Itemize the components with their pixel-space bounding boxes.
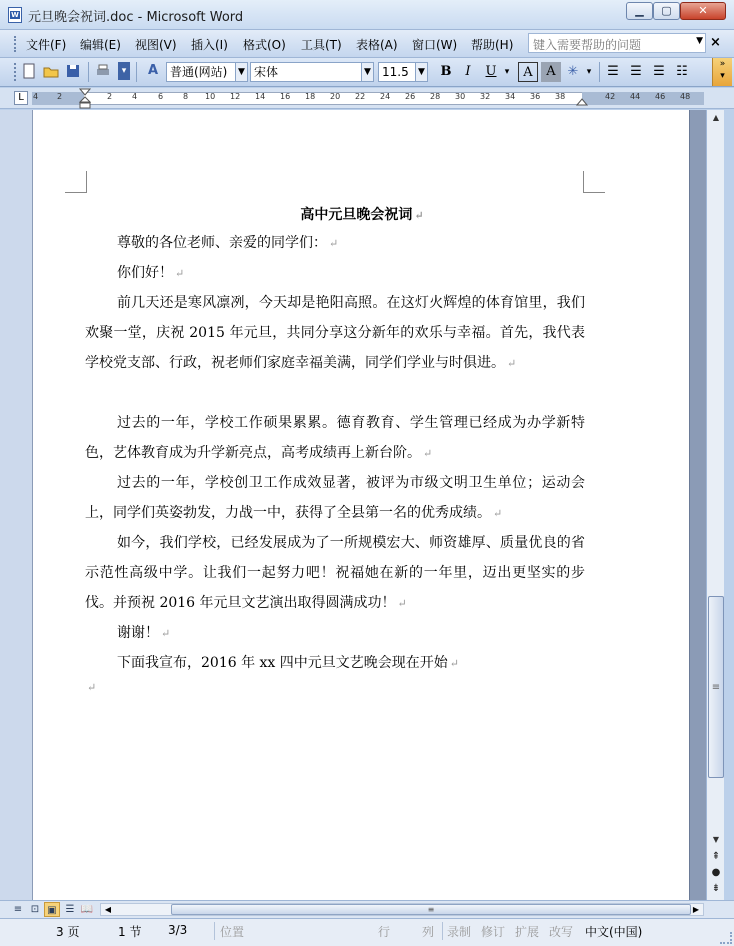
horizontal-scroll-thumb[interactable] [171,904,691,915]
paragraph[interactable] [85,228,585,259]
paragraph-text: 前几天还是寒风凛冽，今天却是艳阳高照。在这灯火辉煌的体育馆里，我们欢聚一堂，庆祝 2015 年元旦，共同分享这分新年的欢乐与幸福。首先，我代表学校党支部、行政，祝老师们家庭幸福美满，同学们学业与时俱进。 [85,295,585,371]
chevron-down-icon[interactable]: ▼ [361,63,373,81]
paragraph-mark: ↵ [175,267,185,280]
resize-grip[interactable] [720,932,732,944]
crop-mark [583,171,605,193]
paragraph-mark: ↵ [161,627,171,640]
style-select[interactable] [166,62,248,82]
toolbar [0,58,734,87]
scaling-dropdown-icon[interactable]: ▾ [586,67,592,77]
paragraph-mark: ↵ [87,681,97,694]
horizontal-ruler[interactable] [0,88,734,109]
status-page: 3 页 [56,925,80,939]
ruler-tick: 46 [655,92,666,101]
vertical-scroll-thumb[interactable] [708,596,724,778]
ruler-tick: 38 [555,92,566,101]
italic-button[interactable]: I [465,64,471,79]
maximize-button[interactable]: ▢ [653,2,680,20]
ruler-tick: 36 [530,92,541,101]
right-indent-marker-icon[interactable] [576,95,588,107]
status-overtype[interactable]: 改写 [549,925,574,939]
toolbar-separator [599,62,600,82]
ruler-tick: 6 [158,92,164,101]
scroll-up-button[interactable]: ▲ [712,113,720,122]
underline-button[interactable]: U [485,64,497,79]
menu-table[interactable]: 表格(A) [356,38,398,52]
ruler-tick: 4 [33,92,39,101]
paragraph-mark: ↵ [423,447,433,460]
next-page-button[interactable]: ⇟ [711,883,721,894]
document-area[interactable] [0,110,706,900]
ruler-tick: 20 [330,92,341,101]
paragraph-text: 如今，我们学校，已经发展成为了一所规模宏大、师资雄厚、质量优良的省示范性高级中学。让我们一起努力吧！祝福她在新的一年里，迈出更坚实的步伐。并预祝 2016 年元旦文艺演出取得圆满成功！ [85,535,585,611]
ruler-tick: 12 [230,92,241,101]
paragraph[interactable] [85,288,585,379]
ruler-tick: 24 [380,92,391,101]
help-search-input[interactable] [528,33,706,53]
scroll-right-button[interactable]: ▶ [692,905,700,914]
paragraph-text: 过去的一年，学校创卫工作成效显著，被评为市级文明卫生单位；运动会上，同学们英姿勃发，力战一中，获得了全县第一名的优秀成绩。 [85,475,585,521]
ruler-tick: 16 [280,92,291,101]
underline-dropdown-icon[interactable]: ▾ [504,67,510,77]
left-gutter [0,110,32,900]
save-icon[interactable] [64,62,82,80]
character-shading-button[interactable]: A [541,62,561,82]
status-page-of: 3/3 [168,923,188,937]
outline-view-button[interactable]: ☰ [65,904,75,915]
horizontal-bar [0,900,734,918]
menu-view[interactable]: 视图(V) [135,38,177,52]
ruler-tick: 42 [605,92,616,101]
status-bar [0,918,734,946]
new-document-icon[interactable] [20,62,38,80]
paragraph[interactable] [85,528,585,619]
web-view-button[interactable]: ⊡ [30,904,40,915]
style-value: 普通(网站) [170,65,228,79]
paragraph[interactable] [85,618,585,649]
ruler-tick: 14 [255,92,266,101]
close-document-button[interactable]: × [710,35,721,50]
help-placeholder: 键入需要帮助的问题 [533,38,642,52]
align-left-icon[interactable]: ☰ [607,64,619,79]
empty-paragraph[interactable] [85,672,585,703]
font-size-select[interactable] [378,62,428,82]
paragraph-mark: ↵ [507,357,517,370]
ruler-tick: 22 [355,92,366,101]
ruler-tick: 30 [455,92,466,101]
menu-help[interactable]: 帮助(H) [471,38,514,52]
status-extend[interactable]: 扩展 [515,925,540,939]
font-value: 宋体 [254,65,279,79]
status-separator [214,922,215,940]
toolbar-overflow-button[interactable]: » ▾ [712,58,732,86]
paragraph-text: 尊敬的各位老师、亲爱的同学们： [117,235,327,251]
title-text: 高中元旦晚会祝词 [300,207,413,223]
status-column: 列 [422,925,435,939]
ruler-tick: 34 [505,92,516,101]
ruler-tick: 4 [132,92,138,101]
toolbar-separator [88,62,89,82]
status-position: 位置 [220,925,245,939]
character-scaling-icon[interactable]: ✳ [567,64,579,79]
paragraph-text: 谢谢！ [117,625,159,641]
menu-file[interactable]: 文件(F) [26,38,67,52]
menu-insert[interactable]: 插入(I) [191,38,228,52]
scroll-down-button[interactable]: ▼ [712,835,720,844]
document-page[interactable] [32,110,690,900]
chevron-down-icon[interactable]: ▼ [235,63,247,81]
print-icon[interactable] [94,62,112,80]
font-size-value: 11.5 [382,65,409,79]
grip-glyph: ≡ [711,682,721,693]
document-title[interactable] [33,204,691,224]
status-record[interactable]: 录制 [447,925,472,939]
bold-button[interactable]: B [440,64,452,79]
paragraph[interactable] [85,258,585,289]
ruler-tick: 10 [205,92,216,101]
reading-view-button[interactable]: 📖 [80,904,94,915]
tab-selector[interactable]: L [14,91,28,105]
ruler-tick: 26 [405,92,416,101]
paragraph-text: 你们好！ [117,265,173,281]
open-folder-icon[interactable] [42,62,60,80]
paragraph-text: 过去的一年，学校工作硕果累累。德育教育、学生管理已经成为办学新特色，艺体教育成为升学新亮点，高考成绩再上新台阶。 [85,415,585,461]
print-layout-button[interactable]: ▣ [44,902,60,917]
horizontal-scrollbar[interactable] [100,903,704,916]
window-title: 元旦晚会祝词.doc - Microsoft Word [28,10,244,25]
toolbar-grip[interactable] [14,63,17,81]
minimize-button[interactable]: ▁ [626,2,653,20]
chevron-down-icon[interactable]: ▼ [415,63,427,81]
ruler-tick: 2 [107,92,113,101]
paragraph[interactable] [85,468,585,529]
character-border-button[interactable]: A [518,62,538,82]
indent-marker-icon[interactable] [79,88,91,109]
justify-icon[interactable]: ☷ [676,64,688,79]
ruler-tick: 8 [183,92,189,101]
status-section: 1 节 [118,925,142,939]
status-track-changes[interactable]: 修订 [481,925,506,939]
chevron-down-icon[interactable]: ▼ [696,36,703,46]
normal-view-button[interactable]: ≡ [13,904,23,915]
status-separator [442,922,443,940]
status-line: 行 [378,925,391,939]
font-select[interactable] [250,62,374,82]
menu-tools[interactable]: 工具(T) [301,38,342,52]
toolbar-separator [136,62,137,82]
paragraph-mark: ↵ [493,507,503,520]
paragraph-mark: ↵ [397,597,407,610]
paragraph-mark: ↵ [414,209,424,222]
ruler-tick: 28 [430,92,441,101]
close-button[interactable]: ✕ [680,2,726,20]
previous-page-button[interactable]: ⇞ [711,851,721,862]
paragraph-mark: ↵ [329,237,339,250]
title-bar [0,0,734,30]
select-browse-object-button[interactable]: ● [711,867,721,878]
more-glyph: » [719,59,726,69]
styles-pane-icon[interactable]: A [147,63,159,78]
menu-bar [0,30,734,58]
status-language[interactable]: 中文(中国) [585,925,643,939]
ruler-tick: 18 [305,92,316,101]
ruler-tick: 32 [480,92,491,101]
vertical-scrollbar[interactable] [706,110,724,900]
ruler-tick: 48 [680,92,691,101]
align-center-icon[interactable]: ☰ [630,64,642,79]
menu-edit[interactable]: 编辑(E) [80,38,121,52]
menu-window[interactable]: 窗口(W) [412,38,458,52]
menu-format[interactable]: 格式(O) [243,38,286,52]
ruler-tick: 2 [57,92,63,101]
crop-mark [65,171,87,193]
grip-glyph: ≡ [427,905,435,914]
word-doc-icon[interactable]: W [8,7,22,23]
paragraph-text: 下面我宣布，2016 年 xx 四中元旦文艺晚会现在开始 [117,655,448,671]
paragraph[interactable] [85,408,585,469]
scroll-left-button[interactable]: ◀ [104,905,112,914]
align-right-icon[interactable]: ☰ [653,64,665,79]
paragraph-mark: ↵ [449,657,459,670]
ruler-tick: 44 [630,92,641,101]
menu-grip[interactable] [14,36,17,52]
toolbar-options-icon[interactable]: ▾ [118,62,130,80]
